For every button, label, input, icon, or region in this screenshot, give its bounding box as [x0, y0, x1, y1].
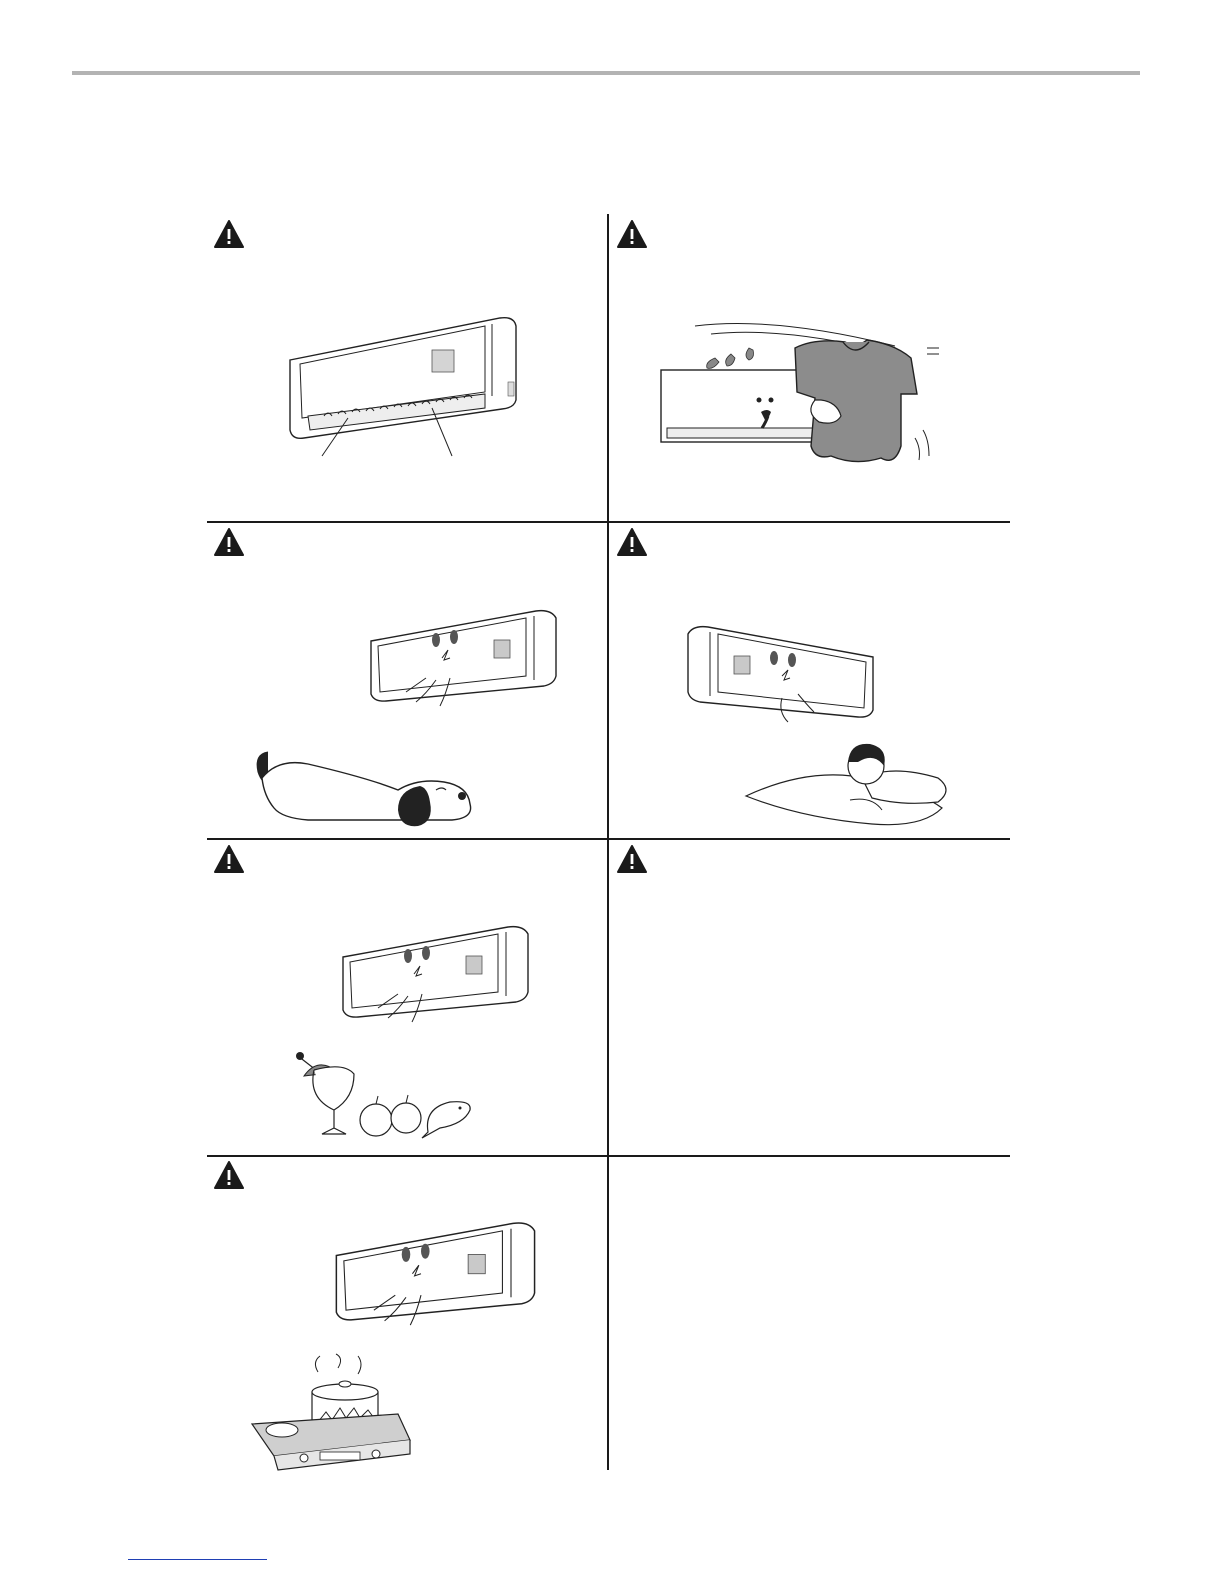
- row-divider: [207, 838, 1010, 840]
- column-divider: [607, 214, 609, 1470]
- ac-unit-wet-shirt-illustration: [655, 318, 945, 470]
- footer-link-underline[interactable]: [128, 1559, 267, 1560]
- row-divider: [207, 521, 1010, 523]
- ac-unit-face-illustration: [366, 606, 562, 718]
- ac-unit-louvers-illustration: [280, 312, 530, 462]
- header-rule: [72, 71, 1140, 75]
- dog-illustration: [248, 738, 480, 830]
- warning-triangle-icon: [214, 528, 244, 556]
- sleeping-person-illustration: [742, 736, 954, 832]
- warning-triangle-icon: [214, 220, 244, 248]
- stove-pot-illustration: [248, 1352, 412, 1470]
- ac-unit-face-illustration: [338, 922, 534, 1034]
- warning-triangle-icon: [617, 220, 647, 248]
- row-divider: [207, 1155, 1010, 1157]
- ac-unit-face-illustration: [682, 622, 880, 734]
- food-illustration: [294, 1048, 476, 1140]
- ac-unit-face-illustration: [328, 1218, 544, 1338]
- warning-triangle-icon: [617, 845, 647, 873]
- warning-triangle-icon: [617, 528, 647, 556]
- warning-triangle-icon: [214, 1161, 244, 1189]
- warning-triangle-icon: [214, 845, 244, 873]
